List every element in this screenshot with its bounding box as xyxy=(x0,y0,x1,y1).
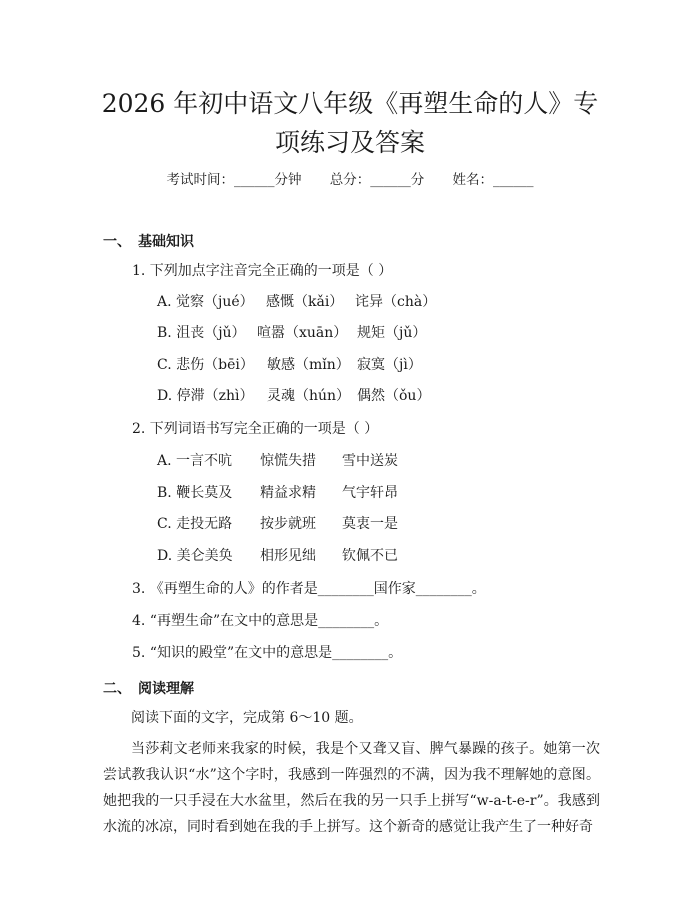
exam-meta xyxy=(0,168,700,188)
option-word: 灵魂（hún） xyxy=(267,388,351,404)
option-word: 雪中送炭 xyxy=(342,453,398,469)
section-number: 一、 xyxy=(103,234,131,250)
option-word: C. 走投无路 xyxy=(157,516,233,532)
question-2: 2. 下列词语书写完全正确的一项是（ ） xyxy=(132,421,379,437)
option-word: 气宇轩昂 xyxy=(342,485,398,501)
section-title: 基础知识 xyxy=(138,234,194,250)
option-word: A. 觉察（jué） xyxy=(157,294,254,310)
reading-passage: 当莎莉文老师来我家的时候，我是个又聋又盲、脾气暴躁的孩子。她第一次尝试教我认识“水”这个字时，我感到一阵强烈的不满，因为我不理解她的意图。她把我的一只手浸在大水盆里，然后在我的另一只手上拼写“w-a-t-e-r”。我感到水流的冰凉，同时看到她在我的手上拼写。这个新奇的感觉让我产生了一种好奇 xyxy=(103,741,600,835)
option-word: B. 鞭长莫及 xyxy=(157,485,233,501)
title-line-2: 项练习及答案 xyxy=(274,128,425,157)
section-title: 阅读理解 xyxy=(138,681,194,697)
option-word: 偶然（ǒu） xyxy=(357,388,431,404)
question-1-option-c xyxy=(157,356,422,374)
option-word: B. 沮丧（jǔ） xyxy=(157,325,246,341)
option-word: 按步就班 xyxy=(260,516,316,532)
option-word: 莫衷一是 xyxy=(342,516,398,532)
question-1: 1. 下列加点字注音完全正确的一项是（ ） xyxy=(132,263,393,279)
total-score: 总分：______分 xyxy=(329,172,425,188)
option-word: 惊慌失措 xyxy=(260,453,316,469)
option-word: C. 悲伤（bēi） xyxy=(157,357,254,373)
question-2-option-d xyxy=(157,547,398,565)
title-line-1: 2026 年初中语文八年级《再塑生命的人》专 xyxy=(101,89,599,118)
question-1-option-a xyxy=(157,293,436,311)
question-3: 3. 《再塑生命的人》的作者是________国作家________。 xyxy=(132,581,486,597)
question-5: 5. “知识的殿堂”在文中的意思是________。 xyxy=(132,645,403,661)
exam-time: 考试时间：______分钟 xyxy=(166,172,302,188)
question-2-option-a xyxy=(157,452,398,470)
option-word: 诧异（chà） xyxy=(355,294,437,310)
question-4: 4. “再塑生命”在文中的意思是________。 xyxy=(132,613,389,629)
option-word: 钦佩不已 xyxy=(342,548,398,564)
option-word: 寂寞（jì） xyxy=(357,357,422,373)
option-word: 规矩（jǔ） xyxy=(357,325,427,341)
question-1-option-d xyxy=(157,387,430,405)
option-word: 敏感（mǐn） xyxy=(267,357,350,373)
question-1-option-b xyxy=(157,324,426,342)
document-title xyxy=(70,84,630,162)
option-word: 相形见绌 xyxy=(260,548,316,564)
section-heading-basic xyxy=(103,231,194,251)
option-word: 喧嚣（xuān） xyxy=(257,325,348,341)
option-word: D. 停滞（zhì） xyxy=(157,388,254,404)
reading-instruction: 阅读下面的文字，完成第 6～10 题。 xyxy=(131,710,363,726)
student-name: 姓名：______ xyxy=(452,172,534,188)
option-word: 感慨（kǎi） xyxy=(266,294,344,310)
option-word: 精益求精 xyxy=(260,485,316,501)
section-heading-reading xyxy=(103,678,194,698)
option-word: D. 美仑美奂 xyxy=(157,548,233,564)
question-2-option-c xyxy=(157,515,398,533)
question-2-option-b xyxy=(157,484,398,502)
option-word: A. 一言不吭 xyxy=(157,453,233,469)
section-number: 二、 xyxy=(103,681,131,697)
